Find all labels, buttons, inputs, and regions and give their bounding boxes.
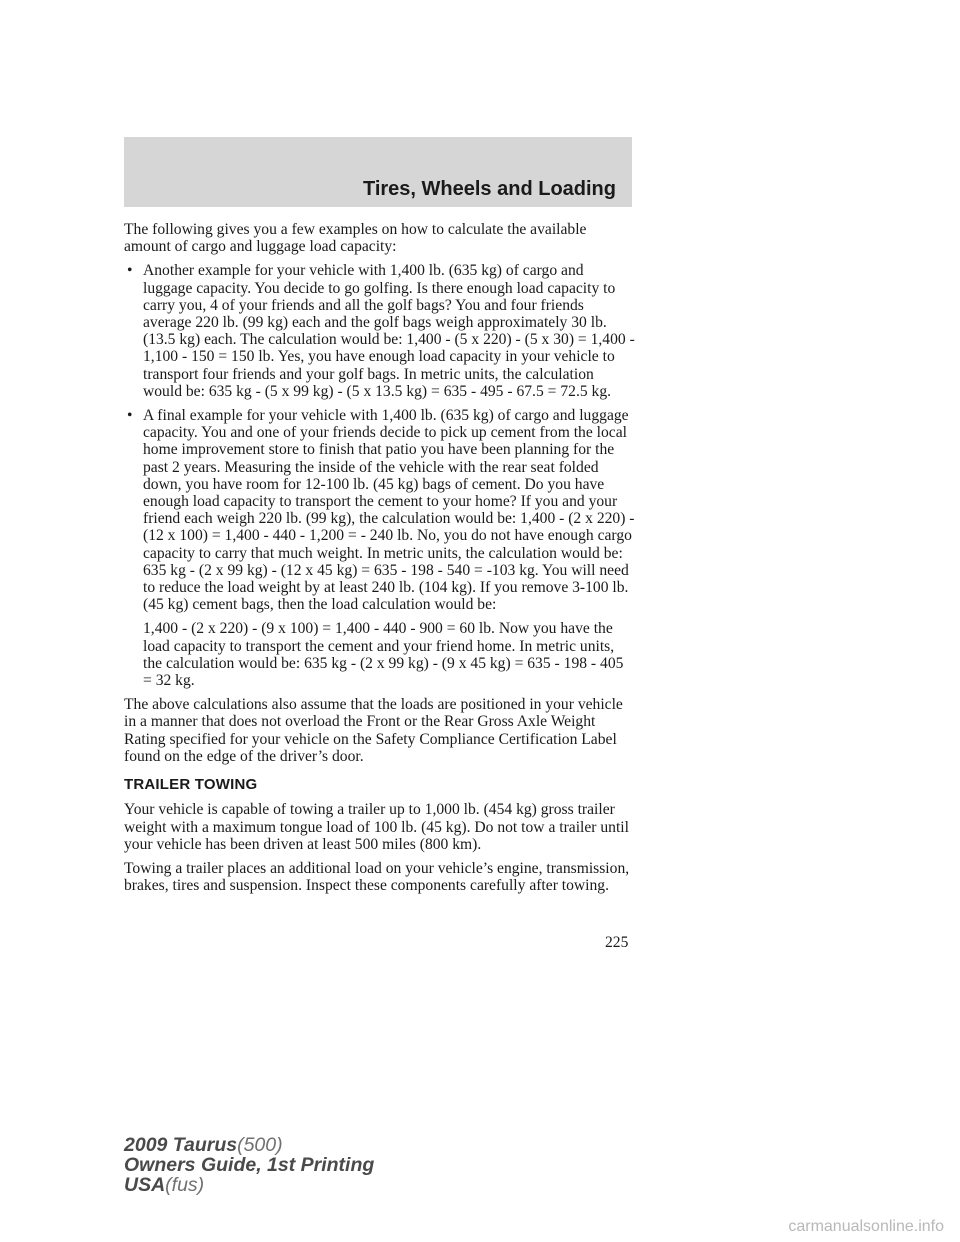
footer-model: 2009 Taurus [124,1134,238,1156]
list-item-text: Another example for your vehicle with 1,400 lb. (635 kg) of cargo and luggage capacity. You decide to go golfing. Is there enough load capacity to carry you, 4 of your friends and all the golf bags? You and four friends average 220 lb. (99 kg) each and the golf bags weigh approximately 30 lb. (13.5 kg) each. The calculation would be: 1,400 - (5 x 220) - (5 x 30) = 1,400 - 1,100 - 150 = 150 lb. Yes, you have enough load capacity in your vehicle to transport four friends and your golf bags. In metric units, the calculation would be: 635 kg - (5 x 99 kg) - (5 x 13.5 kg) = 635 - 495 - 67.5 = 72.5 kg. [143,262,635,400]
footer-market: USA [124,1174,166,1196]
section-header-band [124,137,632,207]
towing-paragraph: Towing a trailer places an additional load on your vehicle’s engine, transmission, brakes, tires and suspension. Inspect these components carefully after towing. [124,859,630,895]
list-item [124,262,636,400]
section-title: Tires, Wheels and Loading [362,178,616,200]
list-item-text: A final example for your vehicle with 1,400 lb. (635 kg) of cargo and luggage capacity. You and one of your friends decide to pick up cement from the local home improvement store to finish that patio you have been planning for the past 2 years. Measuring the inside of the vehicle with the rear seat folded down, you have room for 12-100 lb. (45 kg) bags of cement. Do you have enough load capacity to transport the cement to your home? If you and your friend each weigh 220 lb. (99 kg), the calculation would be: 1,400 - (2 x 220) - (12 x 100) = 1,400 - 440 - 1,200 = - 240 lb. No, you do not have enough cargo capacity to carry that much weight. In metric units, the calculation would be: 635 kg - (2 x 99 kg) - (12 x 45 kg) = 635 - 198 - 540 = -103 kg. You will need to reduce the load weight by at least 240 lb. (104 kg). If you remove 3-100 lb. (45 kg) cement bags, then the load calculation would be: [143,407,635,614]
page-body [124,221,636,901]
bullet-icon: • [127,262,133,280]
footer-model-code: (500) [237,1134,283,1156]
towing-paragraph: Your vehicle is capable of towing a trailer up to 1,000 lb. (454 kg) gross trailer weight with a maximum tongue load of 100 lb. (45 kg). Do not tow a trailer until your vehicle has been driven at least 500 miles (800 km). [124,801,629,853]
assumption-paragraph: The above calculations also assume that the loads are positioned in your vehicle in a manner that does not overload the Front or the Rear Gross Axle Weight Rating specified for your vehicle on the Safety Compliance Certification Label found on the edge of the driver’s door. [124,696,623,765]
intro-paragraph: The following gives you a few examples on how to calculate the available amount of cargo and luggage load capacity: [124,221,587,256]
section-heading: TRAILER TOWING [124,776,258,794]
footer-guide: Owners Guide, 1st Printing [124,1154,375,1176]
print-footer [124,1135,374,1195]
continuation-paragraph: 1,400 - (2 x 220) - (9 x 100) = 1,400 - 440 - 900 = 60 lb. Now you have the load capacity to transport the cement and your friend home. In metric units, the calculation would be: 635 kg - (2 x 99 kg) - (9 x 45 kg) = 635 - 198 - 405 = 32 kg. [143,620,624,690]
bullet-icon: • [127,407,133,425]
page-number: 225 [605,934,629,951]
footer-line-model [124,1135,374,1155]
list-item [124,407,636,613]
footer-line-market [124,1175,374,1195]
site-watermark: carmanualsonline.info [788,1218,944,1235]
footer-market-code: (fus) [165,1174,205,1196]
footer-line-guide [124,1155,374,1175]
